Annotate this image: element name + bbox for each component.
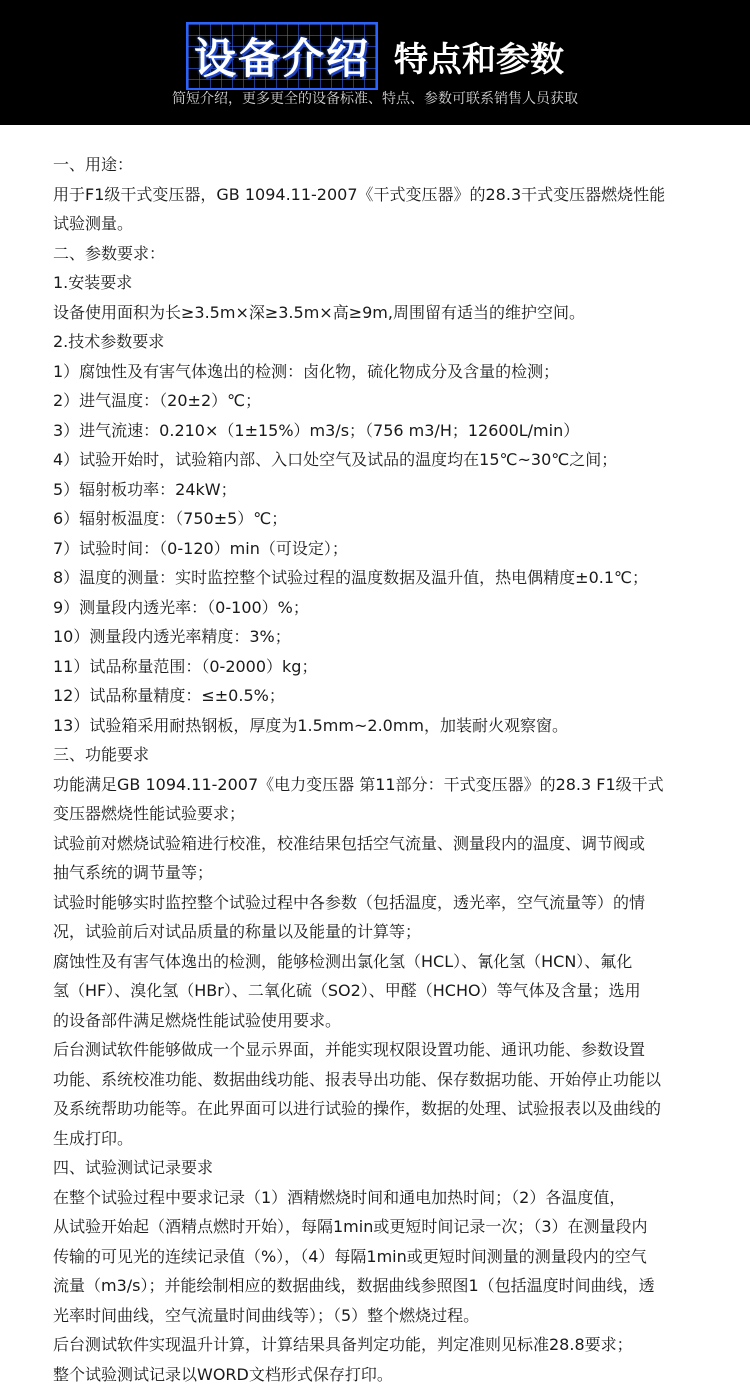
records-text-line: 光率时间曲线，空气流量时间曲线等）；（5）整个燃烧过程。 [53,1301,725,1331]
function-text-line: 及系统帮助功能等。在此界面可以进行试验的操作，数据的处理、试验报表以及曲线的 [53,1094,725,1124]
records-text-line: 整个试验测试记录以WORD文档形式保存打印。 [53,1360,725,1389]
param-item: 12）试品称量精度：≤±0.5%； [53,681,725,711]
banner-subtitle: 简短介绍，更多更全的设备标准、特点、参数可联系销售人员获取 [0,88,750,108]
param-item: 13）试验箱采用耐热钢板，厚度为1.5mm~2.0mm，加装耐火观察窗。 [53,711,725,741]
banner-title-secondary: 特点和参数 [394,32,564,81]
param-item: 8）温度的测量：实时监控整个试验过程的温度数据及温升值，热电偶精度±0.1℃； [53,563,725,593]
function-text-line: 的设备部件满足燃烧性能试验使用要求。 [53,1006,725,1036]
function-text-line: 试验时能够实时监控整个试验过程中各参数（包括温度，透光率，空气流量等）的情 [53,888,725,918]
function-text-line: 抽气系统的调节量等； [53,858,725,888]
param-item: 6）辐射板温度：（750±5）℃； [53,504,725,534]
function-text-line: 试验前对燃烧试验箱进行校准，校准结果包括空气流量、测量段内的温度、调节阀或 [53,829,725,859]
param-item: 9）测量段内透光率：（0-100）%； [53,593,725,623]
function-text-line: 氢（HF）、溴化氢（HBr）、二氧化硫（SO2）、甲醛（HCHO）等气体及含量；选用 [53,976,725,1006]
records-text-line: 从试验开始起（酒精点燃时开始），每隔1min或更短时间记录一次；（3）在测量段内 [53,1212,725,1242]
param-item: 3）进气流速：0.210×（1±15%）m3/s；（756 m3/H；12600L/min） [53,416,725,446]
param-item: 1）腐蚀性及有害气体逸出的检测：卤化物，硫化物成分及含量的检测； [53,357,725,387]
function-text-line: 后台测试软件能够做成一个显示界面，并能实现权限设置功能、通讯功能、参数设置 [53,1035,725,1065]
usage-text-line: 用于F1级干式变压器，GB 1094.11-2007《干式变压器》的28.3干式变压器燃烧性能 [53,180,725,210]
records-text-line: 后台测试软件实现温升计算，计算结果具备判定功能，判定准则见标准28.8要求； [53,1330,725,1360]
installation-text: 设备使用面积为长≥3.5m×深≥3.5m×高≥9m,周围留有适当的维护空间。 [53,298,725,328]
param-item: 2）进气温度：（20±2）℃； [53,386,725,416]
section-heading-parameters: 二、参数要求： [53,239,725,269]
usage-text-line: 试验测量。 [53,209,725,239]
section-heading-usage: 一、用途： [53,150,725,180]
param-item: 7）试验时间：（0-120）min（可设定）； [53,534,725,564]
param-item: 4）试验开始时，试验箱内部、入口处空气及试品的温度均在15℃~30℃之间； [53,445,725,475]
records-text-line: 传输的可见光的连续记录值（%），（4）每隔1min或更短时间测量的测量段内的空气 [53,1242,725,1272]
banner-title-main: 设备介绍 [186,22,378,90]
document-body [53,150,725,1389]
function-text-line: 功能满足GB 1094.11-2007《电力变压器 第11部分：干式变压器》的28.3 F1级干式 [53,770,725,800]
function-text-line: 生成打印。 [53,1124,725,1154]
section-heading-records: 四、试验测试记录要求 [53,1153,725,1183]
records-text-line: 在整个试验过程中要求记录（1）酒精燃烧时间和通电加热时间；（2）各温度值， [53,1183,725,1213]
subheading-technical-params: 2.技术参数要求 [53,327,725,357]
function-text-line: 功能、系统校准功能、数据曲线功能、报表导出功能、保存数据功能、开始停止功能以 [53,1065,725,1095]
records-text-line: 流量（m3/s）；并能绘制相应的数据曲线，数据曲线参照图1（包括温度时间曲线，透 [53,1271,725,1301]
param-item: 10）测量段内透光率精度：3%； [53,622,725,652]
param-item: 5）辐射板功率：24kW； [53,475,725,505]
header-banner [0,0,750,125]
subheading-installation: 1.安装要求 [53,268,725,298]
function-text-line: 腐蚀性及有害气体逸出的检测，能够检测出氯化氢（HCL）、氰化氢（HCN）、氟化 [53,947,725,977]
banner-title-row [0,22,750,90]
function-text-line: 况，试验前后对试品质量的称量以及能量的计算等； [53,917,725,947]
param-item: 11）试品称量范围：（0-2000）kg； [53,652,725,682]
function-text-line: 变压器燃烧性能试验要求； [53,799,725,829]
section-heading-functions: 三、功能要求 [53,740,725,770]
